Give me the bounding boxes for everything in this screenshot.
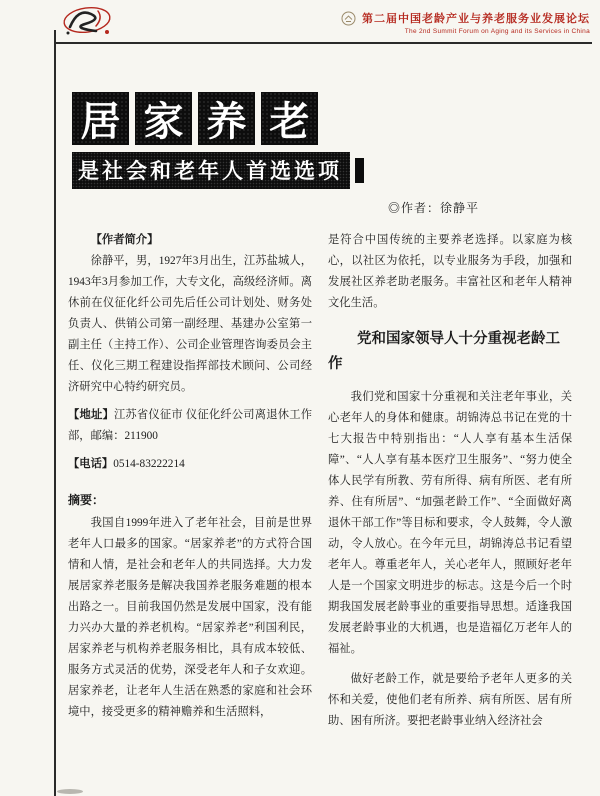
forum-title-en: The 2nd Summit Forum on Aging and its Services in China <box>404 28 590 35</box>
article-subtitle-row <box>72 152 572 189</box>
article-title-block <box>72 92 572 216</box>
left-column <box>68 230 312 796</box>
forum-seal-icon <box>341 11 356 31</box>
title-char: 老 <box>261 92 318 145</box>
phone-line <box>68 454 312 475</box>
forum-header <box>341 10 590 35</box>
author-bio-label: 【作者简介】 <box>90 234 159 246</box>
intro-paragraph: 是符合中国传统的主要养老选择。以家庭为核心，以社区为依托，以专业服务为手段，加强和发展社区养老助老服务。丰富社区和老年人精神文化生活。 <box>328 234 572 309</box>
phone-value: 0514-83222214 <box>113 458 185 470</box>
title-char: 居 <box>72 92 129 145</box>
section-heading: 党和国家领导人十分重视老龄工作 <box>328 331 560 373</box>
abstract-label: 摘要： <box>68 493 105 507</box>
abstract-text: 我国自1999年进入了老年社会，目前是世界老年人口最多的国家。“居家养老”的方式符合国情和人情，是社会和老年人的共同选择。大力发展居家养老服务是解决我国养老服务难题的根本出路之一。目前我国仍然是发展中国家，没有能力兴办大量的养老机构。“居家养老”利国利民，居家养老与机构养老服务相比，具有成本较低、服务方式灵活的优势，深受老年人和子女欢迎。居家养老，让老年人生活在熟悉的家庭和社会环境中，接受更多的精神赡养和生活照料， <box>68 517 312 719</box>
article-title <box>72 92 572 145</box>
address-value: 江苏省仪征市 仪征化纤公司离退休工作部，邮编：211900 <box>68 409 312 442</box>
phone-label: 【电话】 <box>68 458 114 470</box>
calligraphy-stamp-icon <box>60 4 118 44</box>
author-line: ◎作者：徐静平 <box>388 201 480 215</box>
body-paragraph-2: 做好老龄工作，就是要给予老年人更多的关怀和关爱，使他们老有所养、病有所医、居有所助、困有所济。要把老龄事业纳入经济社会 <box>328 672 572 727</box>
title-char: 家 <box>135 92 192 145</box>
page-header <box>60 4 590 44</box>
right-column <box>328 230 572 796</box>
article-subtitle: 是社会和老年人首选选项 <box>72 152 350 189</box>
title-char: 养 <box>198 92 255 145</box>
body-paragraph-1: 我们党和国家十分重视和关注老年事业，关心老年人的身体和健康。胡锦涛总书记在党的十七大报告中特别指出：“人人享有基本生活保障”、“人人享有基本医疗卫生服务”、“努力使全体人民学有所教、劳有所得、病有所医、老有所养、住有所居”、“加强老龄工作”、“全面做好离退休干部工作”等目标和要求，令人鼓舞，令人激动，令人放心。在今年元旦，胡锦涛总书记看望老年人。尊重老年人，关心老年人，照顾好老年人是一个国家文明进步的标志。这是今后一个时期我国发展老龄事业的重要指导思想。适逢我国发展老龄事业的大机遇，也是造福亿万老年人的福祉。 <box>328 390 572 655</box>
forum-title-cn: 第二届中国老龄产业与养老服务业发展论坛 <box>362 13 590 25</box>
article-body <box>68 230 572 796</box>
author-bio-text: 徐静平，男，1927年3月出生，江苏盐城人，1943年3月参加工作，大专文化，高级经济师。离休前在仪征化纤公司先后任公司计划处、财务处负责人、供销公司第一副经理、基建办公室第一副主任（主持工作）、公司企业管理咨询委员会主任、仪化三期工程建设指挥部技术顾问、公司经济研究中心特约研究员。 <box>68 255 312 393</box>
scan-smudge <box>57 789 83 794</box>
address-label: 【地址】 <box>68 409 114 421</box>
left-vertical-rule <box>54 30 56 796</box>
subtitle-end-square <box>355 158 364 183</box>
address-line <box>68 405 312 447</box>
forum-titles <box>362 10 590 35</box>
